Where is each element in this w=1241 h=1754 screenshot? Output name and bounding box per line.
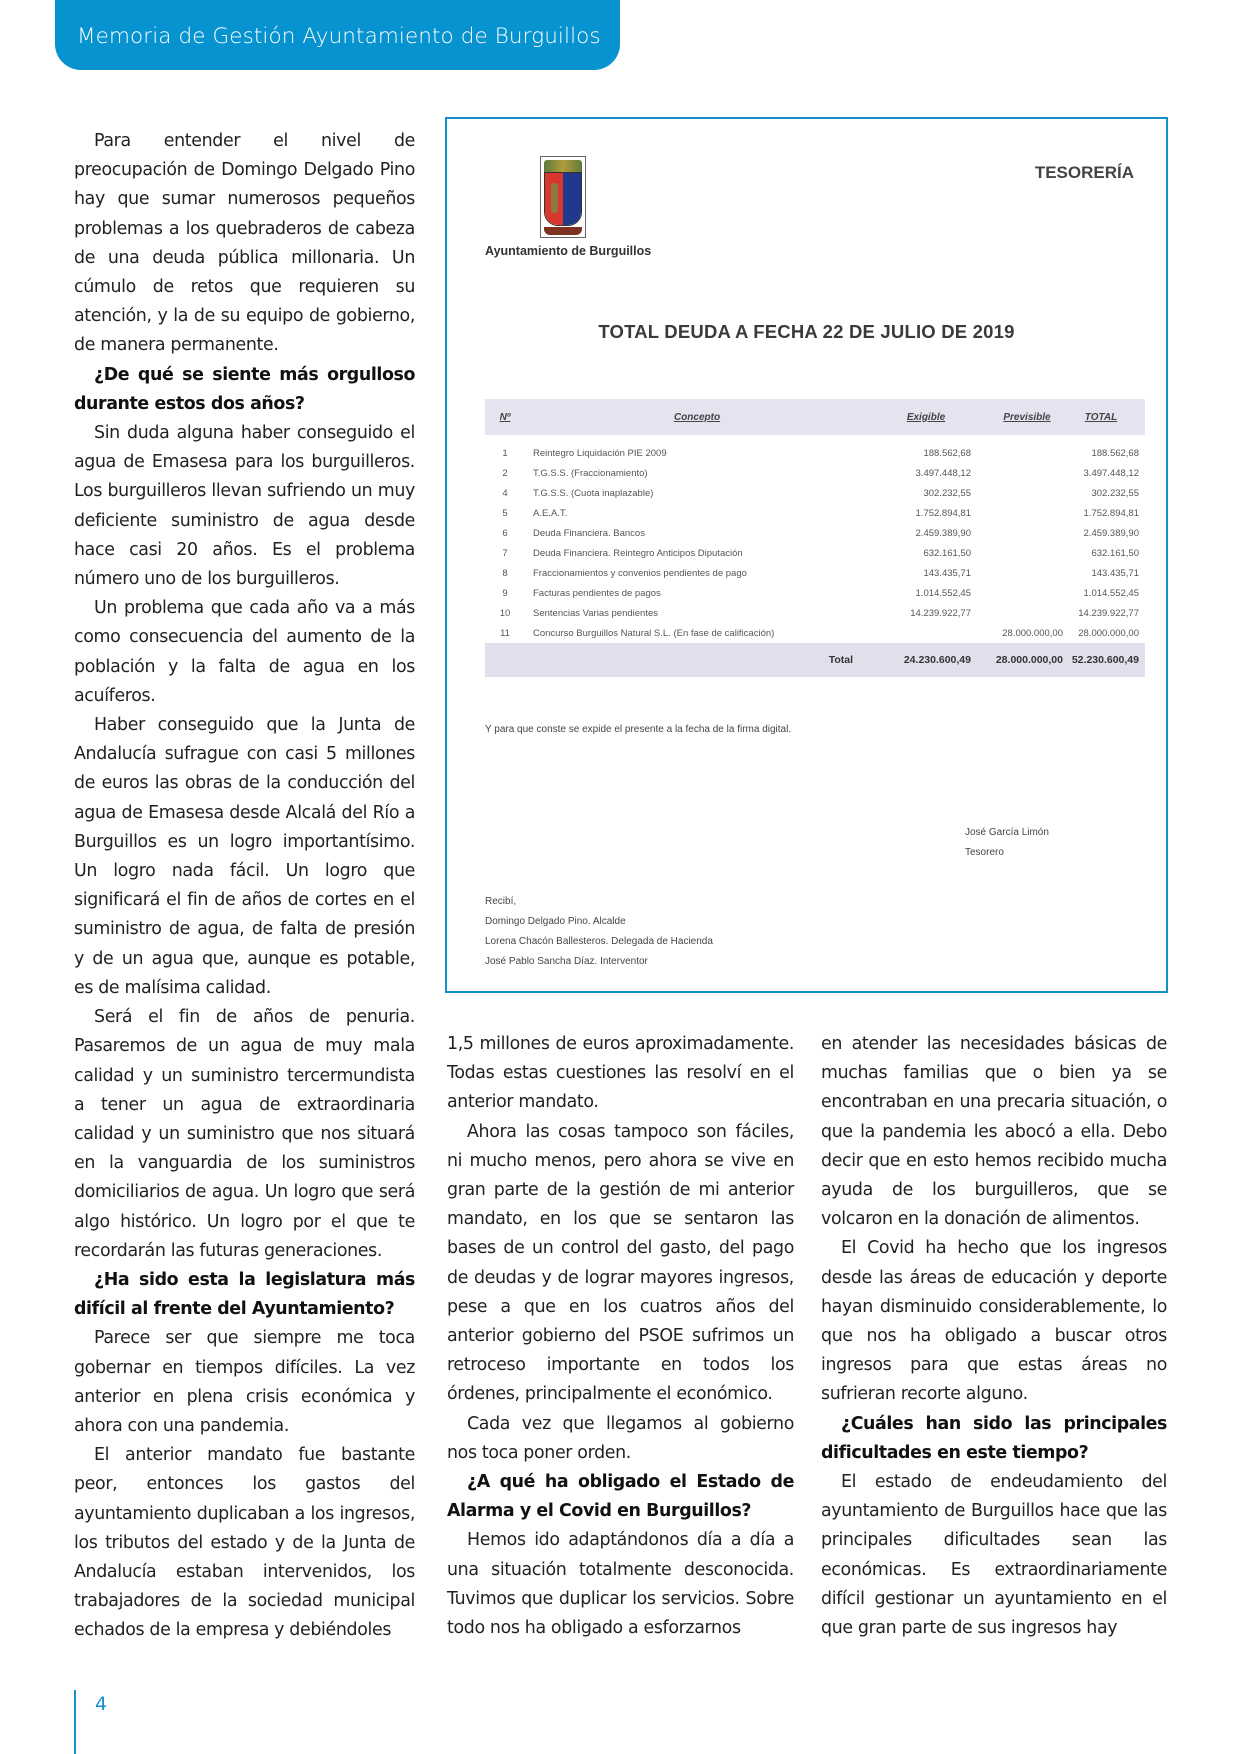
row-exigible: 2.459.389,90 bbox=[915, 527, 971, 539]
paragraph-continuation: en atender las necesidades básicas de muchas familias que o bien ya se encontraban en una precaria situación, o que la pandemia les abocó a ella. Debo decir que en esto hemos recibido mucha ayuda de los burguilleros, que se volcaron en la donación de alimentos. bbox=[821, 1034, 1167, 1230]
closing-statement: Y para que conste se expide el presente a la fecha de la firma digital. bbox=[485, 724, 792, 735]
article-column-2 bbox=[447, 1030, 794, 1643]
row-concept: Concurso Burguillos Natural S.L. (En fase de calificación) bbox=[533, 627, 775, 639]
table-row bbox=[485, 563, 1145, 583]
table-row bbox=[485, 623, 1145, 643]
interview-question: ¿Ha sido esta la legislatura más difícil al frente del Ayuntamiento? bbox=[74, 1269, 415, 1320]
row-total: 2.459.389,90 bbox=[1083, 527, 1139, 539]
row-total: 302.232,55 bbox=[1091, 487, 1139, 499]
receipt-line: Domingo Delgado Pino. Alcalde bbox=[485, 916, 626, 927]
row-number: 6 bbox=[502, 527, 508, 539]
row-previsible bbox=[971, 583, 1063, 603]
row-total: 28.000.000,00 bbox=[1078, 627, 1139, 639]
interview-question: ¿A qué ha obligado el Estado de Alarma y el Covid en Burguillos? bbox=[447, 1472, 794, 1522]
paragraph: Será el fin de años de penuria. Pasaremos de un agua de muy mala calidad y un suministro tercermundista a tener un agua de extraordinaria calidad y un suministro que nos situará en la vanguardia de los suministros domiciliarios de agua. Un logro que será algo histórico. Un logro por el que te recordarán las futuras generaciones. bbox=[74, 1007, 415, 1261]
row-exigible: 188.562,68 bbox=[923, 447, 971, 459]
row-concept: Reintegro Liquidación PIE 2009 bbox=[533, 447, 667, 459]
row-concept: Facturas pendientes de pagos bbox=[533, 587, 661, 599]
signer-role: Tesorero bbox=[965, 847, 1004, 858]
row-concept: T.G.S.S. (Cuota inaplazable) bbox=[533, 487, 654, 499]
table-total-row bbox=[485, 643, 1145, 677]
column-header-previsible: Previsible bbox=[971, 399, 1063, 435]
row-total: 632.161,50 bbox=[1091, 547, 1139, 559]
table-row bbox=[485, 443, 1145, 463]
debt-table bbox=[485, 399, 1145, 677]
row-concept: Sentencias Varias pendientes bbox=[533, 607, 658, 619]
row-previsible bbox=[971, 503, 1063, 523]
page-number-rule bbox=[74, 1690, 76, 1754]
row-exigible: 1.752.894,81 bbox=[915, 507, 971, 519]
row-exigible: 302.232,55 bbox=[923, 487, 971, 499]
table-row bbox=[485, 583, 1145, 603]
column-header-total: TOTAL bbox=[1063, 399, 1145, 435]
signer-name: José García Limón bbox=[965, 827, 1049, 838]
document-org-name: Ayuntamiento de Burguillos bbox=[485, 244, 652, 258]
paragraph: Para entender el nivel de preocupación de Domingo Delgado Pino hay que sumar numerosos pequeños problemas a los quebraderos de cabeza de una deuda pública millonaria. Un cúmulo de retos que requieren su atención, y la de su equipo de gobierno, de manera permanente. bbox=[74, 131, 415, 356]
row-concept: Fraccionamientos y convenios pendientes de pago bbox=[533, 567, 747, 579]
total-total: 52.230.600,49 bbox=[1063, 643, 1145, 677]
page-number: 4 bbox=[95, 1693, 108, 1715]
coat-of-arms-icon bbox=[540, 156, 586, 238]
receipt-line: José Pablo Sancha Díaz. Interventor bbox=[485, 956, 648, 967]
row-number: 10 bbox=[499, 607, 511, 619]
row-number: 7 bbox=[502, 547, 508, 559]
receipt-line: Lorena Chacón Ballesteros. Delegada de Hacienda bbox=[485, 936, 713, 947]
row-number: 1 bbox=[502, 447, 508, 459]
row-exigible bbox=[861, 623, 971, 643]
paragraph: Hemos ido adaptándonos día a día a una situación totalmente desconocida. Tuvimos que duplicar los servicios. Sobre todo nos ha obligado a esforzarnos bbox=[447, 1530, 794, 1639]
row-total: 1.014.552,45 bbox=[1083, 587, 1139, 599]
column-header-exigible: Exigible bbox=[861, 399, 971, 435]
row-previsible bbox=[971, 443, 1063, 463]
row-previsible: 28.000.000,00 bbox=[1002, 627, 1063, 639]
paragraph: El anterior mandato fue bastante peor, entonces los gastos del ayuntamiento duplicaban a los ingresos, los tributos del estado y de la Junta de Andalucía estaban intervenidos, los trabajadores de la sociedad municipal echados de la empresa y debiéndoles bbox=[74, 1445, 415, 1641]
row-exigible: 632.161,50 bbox=[923, 547, 971, 559]
row-number: 11 bbox=[500, 627, 510, 639]
receipt-label: Recibí, bbox=[485, 896, 517, 907]
paragraph: Sin duda alguna haber conseguido el agua de Emasesa para los burguilleros. Los burguilleros llevan sufriendo un muy deficiente suministro de agua desde hace casi 20 años. Es el problema número uno de los burguilleros. bbox=[74, 423, 415, 590]
row-total: 3.497.448,12 bbox=[1083, 467, 1139, 479]
paragraph: El Covid ha hecho que los ingresos desde las áreas de educación y deporte hayan disminuido considerablemente, lo que nos ha obligado a buscar otros ingresos para que estas áreas no sufrieran recorte alguno. bbox=[821, 1238, 1167, 1405]
table-row bbox=[485, 523, 1145, 543]
row-concept: A.E.A.T. bbox=[533, 507, 568, 519]
row-exigible: 14.239.922,77 bbox=[910, 607, 971, 619]
row-concept: Deuda Financiera. Bancos bbox=[533, 527, 645, 539]
paragraph-continuation: 1,5 millones de euros aproximadamente. Todas estas cuestiones las resolví en el anterior mandato. bbox=[447, 1034, 794, 1113]
row-number: 5 bbox=[502, 507, 508, 519]
table-row bbox=[485, 483, 1145, 503]
paragraph: Haber conseguido que la Junta de Andalucía sufrague con casi 5 millones de euros las obras de la conducción del agua de Emasesa desde Alcalá del Río a Burguillos es un logro importantísimo. Un logro nada fácil. Un logro que significará el fin de años de cortes en el suministro de agua, de falta de presión y de un agua que, aunque es potable, es de malísima calidad. bbox=[74, 715, 415, 998]
scanned-debt-certificate bbox=[445, 117, 1168, 993]
document-title: TOTAL DEUDA A FECHA 22 DE JULIO DE 2019 bbox=[598, 321, 1015, 342]
publication-title: Memoria de Gestión Ayuntamiento de Burguillos bbox=[77, 23, 601, 49]
row-total: 14.239.922,77 bbox=[1078, 607, 1139, 619]
table-row bbox=[485, 463, 1145, 483]
row-previsible bbox=[971, 523, 1063, 543]
row-previsible bbox=[971, 483, 1063, 503]
article-column-1 bbox=[74, 127, 415, 1646]
paragraph: Ahora las cosas tampoco son fáciles, ni mucho menos, pero ahora se vive en gran parte de la gestión de mi anterior mandato, en los que se sentaron las bases de un control del gasto, del pago de deudas y de lograr mayores ingresos, pese a que en los cuatros años del anterior gobierno del PSOE sufrimos un retroceso importante en todos los órdenes, principalmente el económico. bbox=[447, 1121, 794, 1405]
table-row bbox=[485, 603, 1145, 623]
document-department: TESORERÍA bbox=[1034, 163, 1134, 182]
publication-header bbox=[55, 0, 620, 70]
row-concept: T.G.S.S. (Fraccionamiento) bbox=[533, 467, 648, 479]
total-exigible: 24.230.600,49 bbox=[861, 643, 971, 677]
table-row bbox=[485, 543, 1145, 563]
row-previsible bbox=[971, 603, 1063, 623]
paragraph: Parece ser que siempre me toca gobernar en tiempos difíciles. La vez anterior en plena crisis económica y ahora con una pandemia. bbox=[74, 1328, 415, 1436]
row-previsible bbox=[971, 543, 1063, 563]
row-number: 8 bbox=[502, 567, 508, 579]
row-number: 4 bbox=[502, 487, 508, 499]
row-exigible: 3.497.448,12 bbox=[915, 467, 971, 479]
table-header-row bbox=[485, 399, 1145, 435]
row-concept: Deuda Financiera. Reintegro Anticipos Diputación bbox=[533, 547, 743, 559]
interview-question: ¿De qué se siente más orgulloso durante estos dos años? bbox=[74, 364, 415, 414]
column-header-number: Nº bbox=[485, 399, 525, 435]
row-total: 188.562,68 bbox=[1091, 447, 1139, 459]
table-row bbox=[485, 503, 1145, 523]
row-total: 1.752.894,81 bbox=[1083, 507, 1139, 519]
paragraph: Cada vez que llegamos al gobierno nos toca poner orden. bbox=[447, 1413, 794, 1463]
row-total: 143.435,71 bbox=[1091, 567, 1139, 579]
row-number: 2 bbox=[502, 467, 508, 479]
paragraph: Un problema que cada año va a más como consecuencia del aumento de la población y la falta de agua en los acuíferos. bbox=[74, 598, 415, 706]
row-exigible: 1.014.552,45 bbox=[915, 587, 971, 599]
paragraph: El estado de endeudamiento del ayuntamiento de Burguillos hace que las principales dificultades sean las económicas. Es extraordinariamente difícil gestionar un ayuntamiento en el que gran parte de sus ingresos hay bbox=[821, 1472, 1167, 1639]
article-column-3 bbox=[821, 1030, 1167, 1643]
total-label: Total bbox=[525, 643, 861, 677]
total-previsible: 28.000.000,00 bbox=[971, 643, 1063, 677]
interview-question: ¿Cuáles han sido las principales dificultades en este tiempo? bbox=[821, 1413, 1167, 1463]
column-header-concept: Concepto bbox=[525, 399, 861, 435]
row-previsible bbox=[971, 563, 1063, 583]
row-number: 9 bbox=[502, 587, 508, 599]
row-previsible bbox=[971, 463, 1063, 483]
row-exigible: 143.435,71 bbox=[923, 567, 971, 579]
